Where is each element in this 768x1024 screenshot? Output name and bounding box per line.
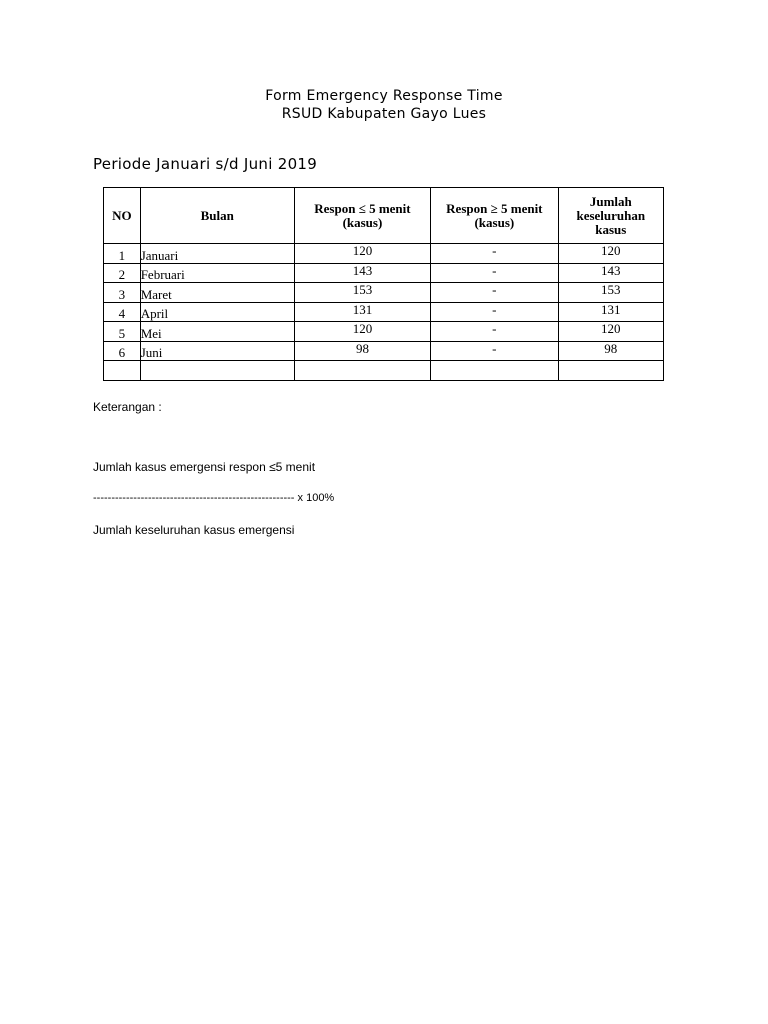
formula-numerator: Jumlah kasus emergensi respon ≤5 menit xyxy=(93,460,316,474)
formula-denominator: Jumlah keseluruhan kasus emergensi xyxy=(93,523,295,537)
cell-respon-le5: 153 xyxy=(294,283,430,303)
form-title: Form Emergency Response Time xyxy=(265,88,503,104)
cell-no: 5 xyxy=(104,322,141,342)
cell-respon-le5: 120 xyxy=(294,322,430,342)
table-row-empty xyxy=(104,361,664,381)
header-jumlah-line3: kasus xyxy=(595,221,627,237)
cell-respon-le5: 143 xyxy=(294,263,430,283)
response-time-table xyxy=(103,187,664,381)
formula-divider: ------------------------------------------------------- x 100% xyxy=(93,492,335,504)
cell-total: 120 xyxy=(558,322,663,342)
cell-respon-ge5: - xyxy=(431,283,558,303)
table-row xyxy=(104,263,664,283)
header-respon-ge5-line1: Respon ≥ 5 menit xyxy=(446,200,543,216)
cell-respon-le5: 120 xyxy=(294,244,430,264)
header-respon-le5-line2: (kasus) xyxy=(342,214,383,230)
table-row xyxy=(104,244,664,264)
header-respon-le5 xyxy=(294,188,430,244)
header-bulan: Bulan xyxy=(140,188,294,244)
cell-no: 1 xyxy=(104,244,141,264)
cell-respon-ge5: - xyxy=(431,302,558,322)
table-row xyxy=(104,302,664,322)
cell-total: 120 xyxy=(558,244,663,264)
header-respon-ge5-line2: (kasus) xyxy=(474,214,515,230)
cell-empty xyxy=(104,361,141,381)
header-jumlah-line1: Jumlah xyxy=(589,193,632,209)
cell-bulan: April xyxy=(140,302,294,322)
cell-total: 143 xyxy=(558,263,663,283)
header-jumlah-line2: keseluruhan xyxy=(576,207,646,223)
cell-no: 3 xyxy=(104,283,141,303)
hospital-name: RSUD Kabupaten Gayo Lues xyxy=(281,106,487,122)
cell-bulan: Juni xyxy=(140,341,294,361)
cell-no: 4 xyxy=(104,302,141,322)
period-label: Periode Januari s/d Juni 2019 xyxy=(93,155,318,173)
cell-respon-ge5: - xyxy=(431,263,558,283)
cell-bulan: Januari xyxy=(140,244,294,264)
header-jumlah xyxy=(558,188,663,244)
cell-total: 153 xyxy=(558,283,663,303)
table-row xyxy=(104,322,664,342)
cell-empty xyxy=(558,361,663,381)
header-no: NO xyxy=(104,188,141,244)
cell-respon-ge5: - xyxy=(431,244,558,264)
table-header-row xyxy=(104,188,664,244)
cell-no: 6 xyxy=(104,341,141,361)
header-respon-ge5 xyxy=(431,188,558,244)
cell-bulan: Februari xyxy=(140,263,294,283)
table-row xyxy=(104,283,664,303)
cell-no: 2 xyxy=(104,263,141,283)
cell-bulan: Maret xyxy=(140,283,294,303)
cell-empty xyxy=(431,361,558,381)
cell-respon-le5: 98 xyxy=(294,341,430,361)
cell-respon-ge5: - xyxy=(431,322,558,342)
table-row xyxy=(104,341,664,361)
cell-bulan: Mei xyxy=(140,322,294,342)
header-respon-le5-line1: Respon ≤ 5 menit xyxy=(314,200,411,216)
cell-total: 131 xyxy=(558,302,663,322)
cell-empty xyxy=(140,361,294,381)
cell-respon-le5: 131 xyxy=(294,302,430,322)
cell-empty xyxy=(294,361,430,381)
keterangan-label: Keterangan : xyxy=(93,400,162,414)
cell-respon-ge5: - xyxy=(431,341,558,361)
cell-total: 98 xyxy=(558,341,663,361)
